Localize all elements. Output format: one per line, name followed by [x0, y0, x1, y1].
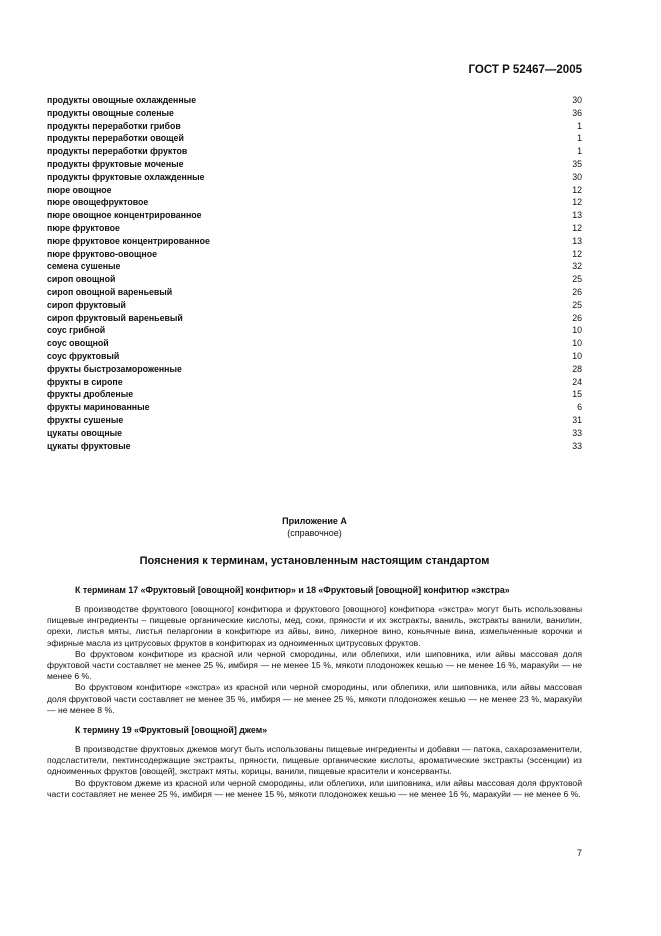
- index-row: [47, 145, 582, 158]
- index-row: [47, 184, 582, 197]
- index-page: 28: [572, 363, 582, 374]
- index-term: пюре фруктовое концентрированное: [47, 235, 210, 246]
- index-page: 10: [572, 350, 582, 361]
- index-term: продукты овощные соленые: [47, 107, 174, 118]
- index-row: [47, 196, 582, 209]
- index-page: 36: [572, 107, 582, 118]
- appendix-label: Приложение А: [282, 516, 347, 526]
- index-term: продукты переработки овощей: [47, 133, 184, 144]
- index-row: [47, 132, 582, 145]
- index-page: 30: [572, 171, 582, 182]
- index-page: 1: [577, 133, 582, 144]
- index-row: [47, 414, 582, 427]
- index-row: [47, 312, 582, 325]
- index-term: пюре овощефруктовое: [47, 197, 149, 208]
- index-term: семена сушеные: [47, 261, 121, 272]
- index-page: 6: [577, 402, 582, 413]
- paragraph: В производстве фруктовых джемов могут быть использованы пищевые ингредиенты и добавки — патока, сахарозаменители, подсластители, пектинсодержащие экстракты, пряности, пищевые органические кислоты, ароматические экстракты (эссенции) из одноименных фруктов [овощей], экстракт мяты, корицы, ванили, пищевые красители и консерванты.: [47, 744, 582, 777]
- index-row: [47, 120, 582, 133]
- index-term: фрукты быстрозамороженные: [47, 363, 182, 374]
- index-row: [47, 376, 582, 389]
- index-term: фрукты сушеные: [47, 414, 124, 425]
- index-term: фрукты маринованные: [47, 402, 150, 413]
- term-index-list: [47, 94, 582, 452]
- document-id: ГОСТ Р 52467—2005: [468, 64, 582, 76]
- index-row: [47, 427, 582, 440]
- index-page: 30: [572, 95, 582, 105]
- index-row: [47, 94, 582, 107]
- index-term: соус фруктовый: [47, 350, 120, 361]
- index-page: 13: [572, 235, 582, 246]
- index-row: [47, 286, 582, 299]
- index-term: цукаты фруктовые: [47, 440, 131, 451]
- index-term: сироп фруктовый вареньевый: [47, 312, 183, 323]
- paragraph: Во фруктовом конфитюре из красной или черной смородины, или облепихи, или шиповника, или айвы массовая доля фруктовой части составляет не менее 25 %, имбиря — не менее 15 %, мякоти плодоножек кешью — не менее 16 %, маракуйи — не менее 6 %.: [47, 648, 582, 682]
- index-row: [47, 260, 582, 273]
- index-term: продукты переработки фруктов: [47, 146, 188, 157]
- index-row: [47, 324, 582, 337]
- index-page: 10: [572, 325, 582, 336]
- section-heading-term-19: К термину 19 «Фруктовый [овощной] джем»: [75, 725, 268, 736]
- index-row: [47, 350, 582, 363]
- index-row: [47, 158, 582, 171]
- index-row: [47, 248, 582, 261]
- index-term: продукты переработки грибов: [47, 120, 181, 131]
- index-page: 24: [572, 376, 582, 387]
- page-number: 7: [576, 848, 582, 858]
- index-term: пюре фруктово-овощное: [47, 248, 157, 259]
- paragraph: В производстве фруктового [овощного] конфитюра и фруктового [овощного] конфитюра «экстра» могут быть использованы пищевые ингредиенты – пищевые органические кислоты, мед, соки, пряности и их экстракты, ваниль, экстракты ванили, ванилин, орехи, листья мяты, листья пеларгонии в конфитюре из айвы, вино, ликерное вино, коньячные вина, измельченные корочки и эфирные масла из цитрусовых фруктов в конфитюрах из одноименных цитрусовых фруктов.: [47, 604, 582, 648]
- index-row: [47, 222, 582, 235]
- index-term: сироп фруктовый: [47, 299, 126, 310]
- index-page: 12: [572, 184, 582, 195]
- paragraph: Во фруктовом конфитюре «экстра» из красной или черной смородины, или облепихи, или шиповника, или айвы массовая доля фруктовой части составляет не менее 35 %, имбиря — не менее 25 %, мякоти плодоножек кешью — не менее 23 %, маракуйи — не менее 8 %.: [47, 682, 582, 715]
- index-page: 33: [572, 440, 582, 451]
- index-term: пюре овощное концентрированное: [47, 210, 202, 221]
- index-page: 33: [572, 427, 582, 438]
- index-page: 26: [572, 312, 582, 323]
- index-row: [47, 107, 582, 120]
- index-term: продукты фруктовые моченые: [47, 158, 184, 169]
- index-row: [47, 401, 582, 414]
- index-row: [47, 440, 582, 453]
- index-row: [47, 235, 582, 248]
- appendix-subtitle: (справочное): [287, 528, 342, 538]
- index-term: фрукты в сиропе: [47, 376, 123, 387]
- index-page: 31: [572, 414, 582, 425]
- index-term: пюре фруктовое: [47, 222, 120, 233]
- index-term: продукты фруктовые охлажденные: [47, 171, 205, 182]
- index-term: пюре овощное: [47, 184, 112, 195]
- index-term: фрукты дробленые: [47, 389, 134, 400]
- index-row: [47, 337, 582, 350]
- index-page: 35: [572, 158, 582, 169]
- index-page: 12: [572, 197, 582, 208]
- index-page: 25: [572, 299, 582, 310]
- index-term: сироп овощной: [47, 274, 116, 285]
- index-page: 15: [572, 389, 582, 400]
- index-term: сироп овощной вареньевый: [47, 286, 173, 297]
- index-row: [47, 273, 582, 286]
- index-page: 12: [572, 222, 582, 233]
- index-page: 26: [572, 286, 582, 297]
- index-term: соус грибной: [47, 325, 106, 336]
- index-row: [47, 388, 582, 401]
- index-term: цукаты овощные: [47, 427, 123, 438]
- index-row: [47, 209, 582, 222]
- index-page: 32: [572, 261, 582, 272]
- index-page: 25: [572, 274, 582, 285]
- appendix-title: Пояснения к терминам, установленным настоящим стандартом: [139, 555, 490, 567]
- index-row: [47, 363, 582, 376]
- index-row: [47, 299, 582, 312]
- index-page: 1: [577, 146, 582, 157]
- index-term: продукты овощные охлажденные: [47, 95, 197, 105]
- index-term: соус овощной: [47, 338, 109, 349]
- index-row: [47, 171, 582, 184]
- section-heading-terms-17-18: К терминам 17 «Фруктовый [овощной] конфитюр» и 18 «Фруктовый [овощной] конфитюр «экстра»: [75, 585, 510, 595]
- paragraph: Во фруктовом джеме из красной или черной смородины, или облепихи, или шиповника, или айвы массовая доля фруктовой части составляет не менее 25 %, имбиря — не менее 15 %, мякоти плодоножек кешью — не менее 16 %, маракуйи — не менее 6 %.: [47, 777, 582, 799]
- appendix-a: [47, 515, 582, 800]
- index-page: 13: [572, 210, 582, 221]
- index-page: 12: [572, 248, 582, 259]
- index-page: 1: [577, 120, 582, 131]
- index-page: 10: [572, 338, 582, 349]
